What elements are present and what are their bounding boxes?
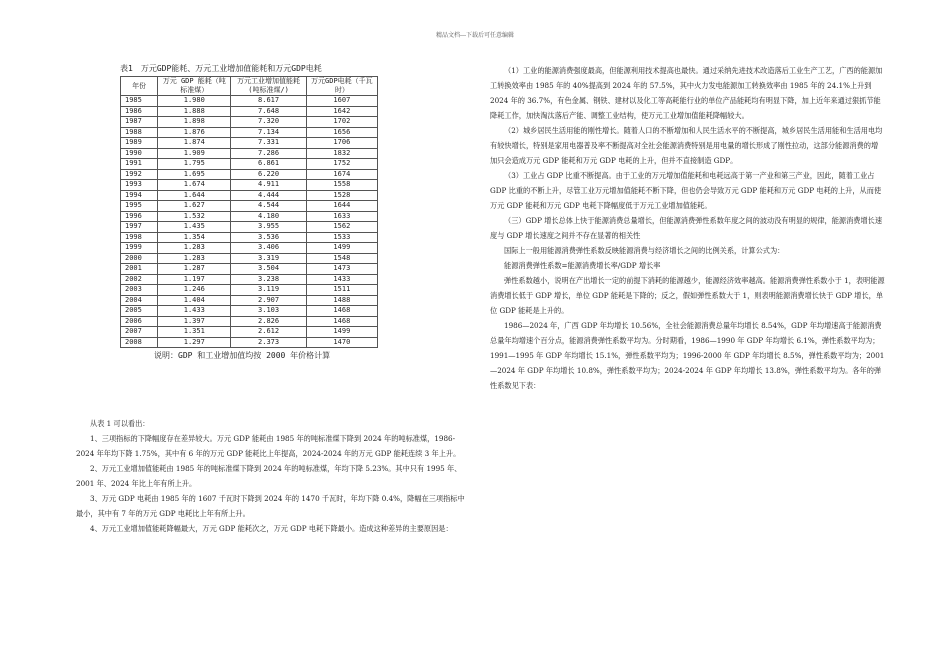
table-row — [121, 274, 378, 285]
table-row — [121, 337, 378, 348]
table-cell: 1997 — [121, 222, 158, 233]
table-row — [121, 285, 378, 296]
paragraph: 1986—2024 年，广西 GDP 年均增长 10.56%，全社会能源消费总量年均增长 8.54%，GDP 年均增速高于能源消费总量年均增速个百分点，能源消费弹性系数平均为。分时期看，1986—1990 年 GDP 年均增长 6.1%，弹性系数平均为；1991—1995 年 GDP 年均增长 15.1%，弹性系数平均为；1996-2000 年 GDP 年均增长 8.5%，弹性系数平均为；2001—2024 年 GDP 年均增长 10.8%，弹性系数平均为；2024-2024 年 GDP 年均增长 13.8%，弹性系数平均为。各年的弹性系数见下表： — [490, 321, 885, 390]
table-cell: 2.826 — [231, 316, 306, 327]
table-row — [121, 117, 378, 128]
table-cell: 1470 — [306, 337, 377, 348]
table-cell: 1994 — [121, 190, 158, 201]
paragraph: 3、万元 GDP 电耗由 1985 年的 1607 千瓦时下降到 2024 年的 1470 千瓦时，年均下降 0.4%，降幅在三项指标中最小，其中有 7 年的万元 GDP 电耗比上年有所上升。 — [76, 494, 465, 518]
table-cell: 1.876 — [158, 127, 231, 138]
paragraph: （三）GDP 增长总体上快于能源消费总量增长，但能源消费弹性系数年度之间的波动没有明显的规律，能源消费增长速度与 GDP 增长速度之间并不存在显著的相关性 — [490, 216, 883, 240]
table-cell: 1.433 — [158, 306, 231, 317]
table-section — [120, 63, 385, 361]
table-cell: 1642 — [306, 106, 377, 117]
table-cell: 1.695 — [158, 169, 231, 180]
table-row — [121, 222, 378, 233]
table-cell: 2004 — [121, 295, 158, 306]
table-cell: 1988 — [121, 127, 158, 138]
table-cell: 4.444 — [231, 190, 306, 201]
paragraph: （3）工业占 GDP 比重不断提高。由于工业的万元增加值能耗和电耗远高于第一产业和第三产业，因此，随着工业占 GDP 比重的不断上升，尽管工业万元增加值能耗不断下降，但也仍会导致万元 GDP 能耗和万元 GDP 电耗的上升，从而使万元 GDP 能耗和万元 GDP 电耗下降幅度低于万元工业增加值能耗。 — [490, 171, 882, 210]
table-cell: 2002 — [121, 274, 158, 285]
table-cell: 2001 — [121, 264, 158, 275]
table-cell: 2005 — [121, 306, 158, 317]
table-title: 表1 万元GDP能耗、万元工业增加值能耗和万元GDP电耗 — [120, 64, 322, 73]
table-cell: 1.283 — [158, 243, 231, 254]
table-cell: 7.648 — [231, 106, 306, 117]
table-row — [121, 106, 378, 117]
table-cell: 1985 — [121, 96, 158, 107]
right-column — [490, 63, 885, 393]
table-row — [121, 243, 378, 254]
table-cell: 1996 — [121, 211, 158, 222]
table-cell: 7.320 — [231, 117, 306, 128]
table-row — [121, 253, 378, 264]
table-cell: 1656 — [306, 127, 377, 138]
table-cell: 2006 — [121, 316, 158, 327]
table-cell: 1.397 — [158, 316, 231, 327]
table-cell: 1.297 — [158, 337, 231, 348]
table-cell: 1468 — [306, 306, 377, 317]
table-cell: 8.617 — [231, 96, 306, 107]
energy-table — [120, 76, 378, 348]
table-cell: 1706 — [306, 138, 377, 149]
table-cell: 1468 — [306, 316, 377, 327]
table-cell: 2.612 — [231, 327, 306, 338]
table-cell: 1562 — [306, 222, 377, 233]
table-cell: 1.674 — [158, 180, 231, 191]
table-cell: 1.351 — [158, 327, 231, 338]
table-row — [121, 190, 378, 201]
table-cell: 1987 — [121, 117, 158, 128]
table-cell: 1528 — [306, 190, 377, 201]
table-cell: 1.532 — [158, 211, 231, 222]
table-row — [121, 201, 378, 212]
paragraph: 弹性系数越小，说明在产出增长一定的前提下消耗的能源越少，能源经济效率越高。能源消费弹性系数小于 1，表明能源消费增长低于 GDP 增长，单位 GDP 能耗是下降的；反之，假如弹性系数大于 1，则表明能源消费增长快于 GDP 增长，单位 GDP 能耗是上升的。 — [490, 276, 885, 315]
table-cell: 6.220 — [231, 169, 306, 180]
paragraph: 1、三项指标的下降幅度存在差异较大。万元 GDP 能耗由 1985 年的吨标准煤下降到 2024 年的吨标准煤，1986-2024 年年均下降 1.75%，其中有 6 年的万元 GDP 能耗比上年提高，2024-2024 年的万元 GDP 能耗连续 3 年上升。 — [76, 434, 461, 458]
table-cell: 1.980 — [158, 96, 231, 107]
table-row — [121, 169, 378, 180]
table-row — [121, 316, 378, 327]
table-body — [121, 96, 378, 348]
table-cell: 4.544 — [231, 201, 306, 212]
table-cell: 1998 — [121, 232, 158, 243]
table-cell: 1702 — [306, 117, 377, 128]
table-cell: 3.536 — [231, 232, 306, 243]
table-cell: 3.406 — [231, 243, 306, 254]
table-cell: 7.134 — [231, 127, 306, 138]
header-gdp-electricity: 万元GDP电耗（千瓦时） — [306, 77, 377, 96]
table-cell: 1511 — [306, 285, 377, 296]
table-cell: 1.197 — [158, 274, 231, 285]
table-cell: 1644 — [306, 201, 377, 212]
table-note: 说明：GDP 和工业增加值均按 2000 年价格计算 — [154, 351, 331, 360]
table-cell: 2007 — [121, 327, 158, 338]
table-cell: 1473 — [306, 264, 377, 275]
table-cell: 3.955 — [231, 222, 306, 233]
table-cell: 1999 — [121, 243, 158, 254]
table-row — [121, 148, 378, 159]
table-cell: 1433 — [306, 274, 377, 285]
table-cell: 7.331 — [231, 138, 306, 149]
paragraph: （2）城乡居民生活用能的刚性增长。随着人口的不断增加和人民生活水平的不断提高，城乡居民生活用能和生活用电均有较快增长，特别是家用电器普及率不断提高对全社会能源消费特别是用电量的增长形成了刚性拉动，这部分能源消费的增加只会造成万元 GDP 能耗和万元 GDP 电耗的上升，但并不直接制造 GDP。 — [490, 126, 883, 165]
table-cell: 1.435 — [158, 222, 231, 233]
header-year: 年份 — [121, 77, 158, 96]
table-cell: 1633 — [306, 211, 377, 222]
table-cell: 1.287 — [158, 264, 231, 275]
table-cell: 1992 — [121, 169, 158, 180]
table-cell: 1548 — [306, 253, 377, 264]
table-cell: 1.898 — [158, 117, 231, 128]
paragraph: 国际上一般用能源消费弹性系数反映能源消费与经济增长之间的比例关系，计算公式为： — [504, 246, 785, 255]
table-cell: 1832 — [306, 148, 377, 159]
table-cell: 1558 — [306, 180, 377, 191]
table-row — [121, 159, 378, 170]
paragraph: 能源消费弹性系数=能源消费增长率/GDP 增长率 — [504, 261, 661, 270]
paragraph: （1）工业的能源消费强度最高，但能源利用技术提高也最快。通过采纳先进技术改造落后工业生产工艺，广西的能源加工转换效率由 1985 年的 40%提高到 2024 年的 57.5%，其中火力发电能源加工转换效率由 1985 年的 24.1%上升到 2024 年的 36.7%，有色金属、钢铁、建材以及化工等高耗能行业的单位产品能耗均有明显下降，加上近年来通过狠抓节能降耗工作，加快淘汰落后产能、调整工业结构，使万元工业增加值能耗降幅较大。 — [490, 66, 883, 120]
table-cell: 1.246 — [158, 285, 231, 296]
table-cell: 1986 — [121, 106, 158, 117]
table-cell: 1990 — [121, 148, 158, 159]
paragraph: 从表 1 可以看出： — [90, 419, 150, 428]
table-cell: 1989 — [121, 138, 158, 149]
table-cell: 1995 — [121, 201, 158, 212]
table-cell: 6.861 — [231, 159, 306, 170]
table-cell: 1.888 — [158, 106, 231, 117]
table-cell: 3.119 — [231, 285, 306, 296]
table-cell: 1.354 — [158, 232, 231, 243]
table-row — [121, 138, 378, 149]
header-industry-energy: 万元工业增加值能耗(吨标准煤/) — [231, 77, 306, 96]
table-row — [121, 327, 378, 338]
table-cell: 7.286 — [231, 148, 306, 159]
table-cell: 1991 — [121, 159, 158, 170]
table-cell: 1.644 — [158, 190, 231, 201]
table-cell: 1993 — [121, 180, 158, 191]
table-cell: 2.907 — [231, 295, 306, 306]
table-cell: 1488 — [306, 295, 377, 306]
table-row — [121, 264, 378, 275]
table-header-row — [121, 77, 378, 96]
table-cell: 3.504 — [231, 264, 306, 275]
table-cell: 1.283 — [158, 253, 231, 264]
table-cell: 4.180 — [231, 211, 306, 222]
table-row — [121, 295, 378, 306]
table-cell: 4.911 — [231, 180, 306, 191]
table-cell: 2000 — [121, 253, 158, 264]
table-cell: 3.103 — [231, 306, 306, 317]
left-column — [76, 416, 466, 536]
table-cell: 1.795 — [158, 159, 231, 170]
table-row — [121, 306, 378, 317]
table-cell: 1752 — [306, 159, 377, 170]
table-cell: 1607 — [306, 96, 377, 107]
table-cell: 3.238 — [231, 274, 306, 285]
table-row — [121, 127, 378, 138]
table-cell: 1499 — [306, 243, 377, 254]
table-cell: 2003 — [121, 285, 158, 296]
table-cell: 3.319 — [231, 253, 306, 264]
table-cell: 1.909 — [158, 148, 231, 159]
table-row — [121, 232, 378, 243]
paragraph: 4、万元工业增加值能耗降幅最大，万元 GDP 能耗次之，万元 GDP 电耗下降最小。造成这种差异的主要原因是： — [90, 524, 453, 533]
page-header: 精品文档---下载后可任意编辑 — [435, 32, 515, 39]
table-cell: 1499 — [306, 327, 377, 338]
table-cell: 1.874 — [158, 138, 231, 149]
table-cell: 1674 — [306, 169, 377, 180]
table-row — [121, 96, 378, 107]
table-row — [121, 180, 378, 191]
table-cell: 1.627 — [158, 201, 231, 212]
table-cell: 2.373 — [231, 337, 306, 348]
table-cell: 1.404 — [158, 295, 231, 306]
table-row — [121, 211, 378, 222]
table-cell: 1533 — [306, 232, 377, 243]
header-gdp-energy: 万元 GDP 能耗（吨标准煤） — [158, 77, 231, 96]
paragraph: 2、万元工业增加值能耗由 1985 年的吨标准煤下降到 2024 年的吨标准煤，年均下降 5.23%。其中只有 1995 年、2001 年、2024 年比上年有所上升。 — [76, 464, 462, 488]
table-cell: 2008 — [121, 337, 158, 348]
